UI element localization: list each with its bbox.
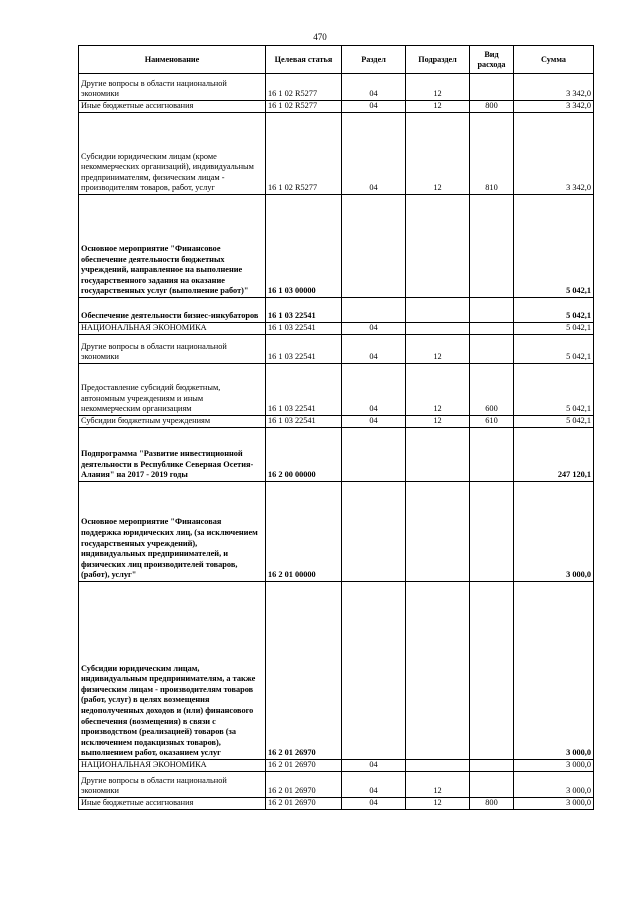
header-section: Раздел	[342, 46, 406, 74]
cell-section: 04	[342, 416, 406, 428]
cell-name: НАЦИОНАЛЬНАЯ ЭКОНОМИКА	[79, 323, 266, 335]
cell-section	[342, 428, 406, 482]
table-row	[79, 416, 594, 428]
cell-name: Субсидии юридическим лицам (кроме некоммерческих организаций), индивидуальным предпринимателям, физическим лицам - производителям товаров, работ, услуг	[79, 113, 266, 195]
cell-expense-type: 810	[470, 113, 514, 195]
cell-name: Основное мероприятие "Финансовая поддержка юридических лиц, (за исключением государственных учреждений), индивидуальных предпринимателей, и физических лиц производителей товаров, (работ), услуг"	[79, 482, 266, 582]
table-row	[79, 323, 594, 335]
cell-subsection: 12	[406, 335, 470, 364]
cell-article: 16 1 03 00000	[266, 195, 342, 298]
header-sum: Сумма	[514, 46, 594, 74]
cell-article: 16 1 03 22541	[266, 323, 342, 335]
cell-name: Субсидии юридическим лицам, индивидуальным предпринимателям, а также физическим лицам - производителям товаров (работ, услуг) в целях возмещения недополученных доходов и (или) финансового обеспечения (возмещения) в связи с производством (реализацией) товаров (за исключением подакцизных товаров), выполнением работ, оказанием услуг	[79, 582, 266, 760]
table-row	[79, 772, 594, 798]
cell-sum: 5 042,1	[514, 335, 594, 364]
cell-section: 04	[342, 101, 406, 113]
cell-article: 16 1 03 22541	[266, 364, 342, 416]
cell-name: Другие вопросы в области национальной экономики	[79, 772, 266, 798]
page-number: 470	[313, 32, 327, 42]
table-row	[79, 364, 594, 416]
cell-article: 16 2 00 00000	[266, 428, 342, 482]
cell-expense-type	[470, 428, 514, 482]
cell-name: Иные бюджетные ассигнования	[79, 798, 266, 810]
cell-expense-type	[470, 74, 514, 101]
cell-subsection: 12	[406, 101, 470, 113]
cell-article: 16 1 02 R5277	[266, 101, 342, 113]
table-row	[79, 195, 594, 298]
cell-subsection: 12	[406, 772, 470, 798]
cell-article: 16 2 01 26970	[266, 772, 342, 798]
cell-name: Подпрограмма "Развитие инвестиционной деятельности в Республике Северная Осетия-Алания" на 2017 - 2019 годы	[79, 428, 266, 482]
cell-subsection	[406, 298, 470, 323]
cell-sum: 3 000,0	[514, 798, 594, 810]
cell-sum: 3 342,0	[514, 113, 594, 195]
cell-sum: 5 042,1	[514, 298, 594, 323]
cell-name: Другие вопросы в области национальной экономики	[79, 335, 266, 364]
cell-sum: 3 000,0	[514, 582, 594, 760]
cell-article: 16 2 01 26970	[266, 798, 342, 810]
cell-subsection	[406, 323, 470, 335]
cell-sum: 5 042,1	[514, 416, 594, 428]
cell-expense-type	[470, 195, 514, 298]
cell-section: 04	[342, 760, 406, 772]
table-row	[79, 335, 594, 364]
table-row	[79, 760, 594, 772]
cell-section: 04	[342, 772, 406, 798]
cell-article: 16 1 03 22541	[266, 298, 342, 323]
table-row	[79, 101, 594, 113]
cell-subsection	[406, 482, 470, 582]
cell-name: Иные бюджетные ассигнования	[79, 101, 266, 113]
cell-subsection: 12	[406, 74, 470, 101]
cell-section: 04	[342, 798, 406, 810]
cell-article: 16 1 03 22541	[266, 416, 342, 428]
cell-name: Субсидии бюджетным учреждениям	[79, 416, 266, 428]
cell-subsection	[406, 195, 470, 298]
cell-article: 16 2 01 00000	[266, 482, 342, 582]
table-row	[79, 74, 594, 101]
cell-name: Предоставление субсидий бюджетным, автономным учреждениям и иным некоммерческим организациям	[79, 364, 266, 416]
table-row	[79, 482, 594, 582]
cell-section: 04	[342, 74, 406, 101]
cell-sum: 3 000,0	[514, 760, 594, 772]
cell-expense-type	[470, 482, 514, 582]
cell-expense-type	[470, 772, 514, 798]
cell-subsection	[406, 428, 470, 482]
cell-section: 04	[342, 323, 406, 335]
cell-article: 16 2 01 26970	[266, 760, 342, 772]
cell-expense-type	[470, 582, 514, 760]
cell-sum: 3 342,0	[514, 74, 594, 101]
cell-expense-type	[470, 760, 514, 772]
cell-expense-type: 800	[470, 798, 514, 810]
cell-name: НАЦИОНАЛЬНАЯ ЭКОНОМИКА	[79, 760, 266, 772]
table-row	[79, 798, 594, 810]
cell-article: 16 1 03 22541	[266, 335, 342, 364]
header-article: Целевая статья	[266, 46, 342, 74]
cell-subsection: 12	[406, 113, 470, 195]
cell-sum: 3 000,0	[514, 772, 594, 798]
cell-name: Основное мероприятие "Финансовое обеспечение деятельности бюджетных учреждений, направленное на выполнение государственного задания на оказание государственных услуг (выполнение работ)"	[79, 195, 266, 298]
cell-expense-type	[470, 298, 514, 323]
cell-section: 04	[342, 113, 406, 195]
cell-section: 04	[342, 364, 406, 416]
table-row	[79, 582, 594, 760]
cell-subsection: 12	[406, 798, 470, 810]
table-row	[79, 113, 594, 195]
cell-section	[342, 482, 406, 582]
header-subsection: Подраздел	[406, 46, 470, 74]
cell-expense-type: 610	[470, 416, 514, 428]
table-row	[79, 428, 594, 482]
cell-name: Другие вопросы в области национальной экономики	[79, 74, 266, 101]
table-row	[79, 298, 594, 323]
budget-table	[78, 45, 594, 810]
cell-sum: 3 000,0	[514, 482, 594, 582]
cell-sum: 5 042,1	[514, 364, 594, 416]
cell-article: 16 1 02 R5277	[266, 74, 342, 101]
cell-article: 16 1 02 R5277	[266, 113, 342, 195]
cell-sum: 5 042,1	[514, 195, 594, 298]
cell-article: 16 2 01 26970	[266, 582, 342, 760]
cell-subsection: 12	[406, 416, 470, 428]
cell-sum: 5 042,1	[514, 323, 594, 335]
cell-section	[342, 298, 406, 323]
cell-expense-type	[470, 323, 514, 335]
cell-expense-type: 600	[470, 364, 514, 416]
cell-subsection	[406, 582, 470, 760]
cell-section	[342, 195, 406, 298]
cell-expense-type: 800	[470, 101, 514, 113]
cell-section: 04	[342, 335, 406, 364]
cell-sum: 247 120,1	[514, 428, 594, 482]
cell-expense-type	[470, 335, 514, 364]
cell-subsection	[406, 760, 470, 772]
cell-name: Обеспечение деятельности бизнес-инкубаторов	[79, 298, 266, 323]
table-header-row	[79, 46, 594, 74]
cell-sum: 3 342,0	[514, 101, 594, 113]
cell-section	[342, 582, 406, 760]
cell-subsection: 12	[406, 364, 470, 416]
header-name: Наименование	[79, 46, 266, 74]
header-expense-type: Вид расхода	[470, 46, 514, 74]
